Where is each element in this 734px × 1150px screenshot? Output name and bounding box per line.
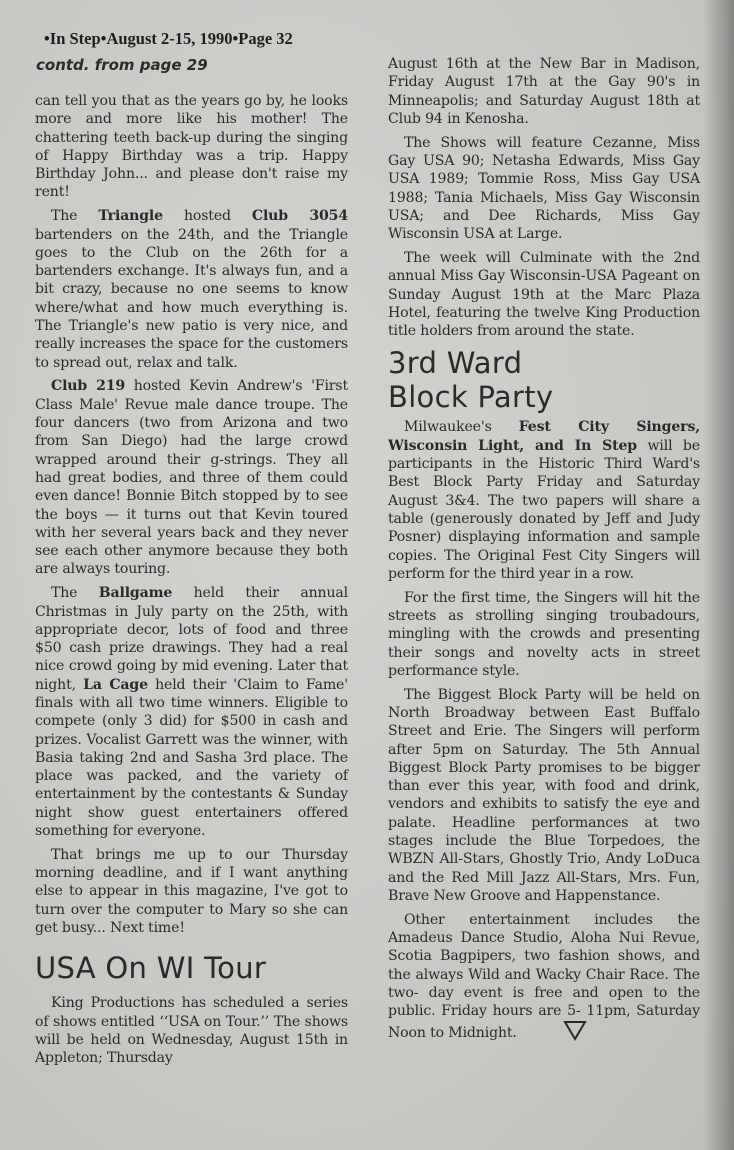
page-edge-shadow <box>704 0 734 1150</box>
paragraph: can tell you that as the years go by, he looks more and more like his mother! The chattering teeth back-up during the singing of Happy Birthday was a trip. Happy Birthday John... and please don't raise my rent! <box>35 93 348 201</box>
paragraph: Other entertainment includes the Amadeus Dance Studio, Aloha Nui Revue, Scotia Bagpipers, two fashion shows, and the always Wild and Wacky Chair Race. The two- day event is free and open to the public. Friday hours are 5- 11pm, Saturday Noon to Midnight. <box>388 911 700 1047</box>
paragraph: August 16th at the New Bar in Madison, Friday August 17th at the Gay 90's in Minneapolis; and Saturday August 18th at Club 94 in Kenosha. <box>388 56 700 127</box>
venue-name: Triangle <box>98 208 163 225</box>
paragraph: The Triangle hosted Club 3054 bartenders on the 24th, and the Triangle goes to the Club on the 26th for a bartenders exchange. It's always fun, and a bit crazy, because no one seems to know where/what and how much everything is. The Triangle's new patio is very nice, and really increases the space for the customers to spread out, relax and talk. <box>35 208 348 371</box>
section-heading-line: 3rd Ward <box>388 346 523 381</box>
organization-names: Fest City Singers, Wisconsin Light, and In Step <box>388 419 700 454</box>
section-heading <box>388 346 700 414</box>
triangle-down-end-mark-icon <box>547 1020 587 1046</box>
paragraph: For the first time, the Singers will hit the streets as strolling singing troubadours, mingling with the crowds and presenting their songs and novelty acts in street performance style. <box>388 589 700 679</box>
venue-name: Club 219 <box>51 378 126 395</box>
section-heading-line: Block Party <box>388 380 554 415</box>
continued-note: contd. from page 29 <box>36 56 208 74</box>
section-heading: USA On WI Tour <box>35 951 267 986</box>
venue-name: Club 3054 <box>251 208 348 225</box>
paragraph: The Ballgame held their annual Christmas in July party on the 25th, with appropriate decor, lots of food and three $50 cash prize drawings. They had a real nice crowd going by mid evening. Later that night, La Cage held their 'Claim to Fame' finals with all two time winners. Eligible to compete (only 3 did) for $500 in cash and prizes. Vocalist Garrett was the winner, with Basia taking 2nd and Sasha 3rd place. The place was packed, and the variety of entertainment by the contestants & Sunday night show guest entertainers offered something for everyone. <box>35 585 348 840</box>
paragraph: Milwaukee's Fest City Singers, Wisconsin Light, and In Step will be participants in the Historic Third Ward's Best Block Party Friday and Saturday August 3&4. The two papers will share a table (generously donated by Jeff and Judy Posner) displaying information and sample copies. The Original Fest City Singers will perform for the third year in a row. <box>388 419 700 582</box>
paragraph: That brings me up to our Thursday morning deadline, and if I want anything else to appear in this magazine, I've got to turn over the computer to Mary so she can get busy... Next time! <box>35 846 348 937</box>
paragraph: King Productions has scheduled a series of shows entitled ‘‘USA on Tour.’’ The shows will be held on Wednesday, August 15th in Appleton; Thursday <box>35 995 348 1067</box>
venue-name: Ballgame <box>98 585 173 602</box>
right-column <box>388 55 700 1052</box>
paragraph: The week will Culminate with the 2nd annual Miss Gay Wisconsin-USA Pageant on Sunday August 19th at the Marc Plaza Hotel, featuring the twelve King Production title holders from around the state. <box>388 249 700 340</box>
venue-name: La Cage <box>83 676 148 693</box>
running-head: •In Step•August 2-15, 1990•Page 32 <box>44 29 293 48</box>
paragraph: Club 219 hosted Kevin Andrew's 'First Class Male' Revue male dance troupe. The four dancers (two from Arizona and two from San Diego) had the large crowd wrapped around their g-strings. They all had great bodies, and three of them could even dance! Bonnie Bitch stopped by to see the boys — it turns out that Kevin toured with her several years back and they never see each other anymore because they both are always touring. <box>35 378 348 578</box>
paragraph: The Shows will feature Cezanne, Miss Gay USA 90; Netasha Edwards, Miss Gay USA 1989; Tommie Ross, Miss Gay USA 1988; Tania Michaels, Miss Gay Wisconsin USA; and Dee Richards, Miss Gay Wisconsin USA at Large. <box>388 134 700 243</box>
paragraph: The Biggest Block Party will be held on North Broadway between East Buffalo Street and Erie. The Singers will perform after 5pm on Saturday. The 5th Annual Biggest Block Party promises to be bigger than ever this year, with food and drink, vendors and exhibits to satisfy the eye and palate. Headline performances at two stages include the Blue Torpedoes, the WBZN All-Stars, Ghostly Trio, Andy LoDuca and the Red Mill Jazz All-Stars, Mrs. Fun, Brave New Groove and Happenstance. <box>388 686 700 904</box>
left-column <box>35 92 348 1073</box>
